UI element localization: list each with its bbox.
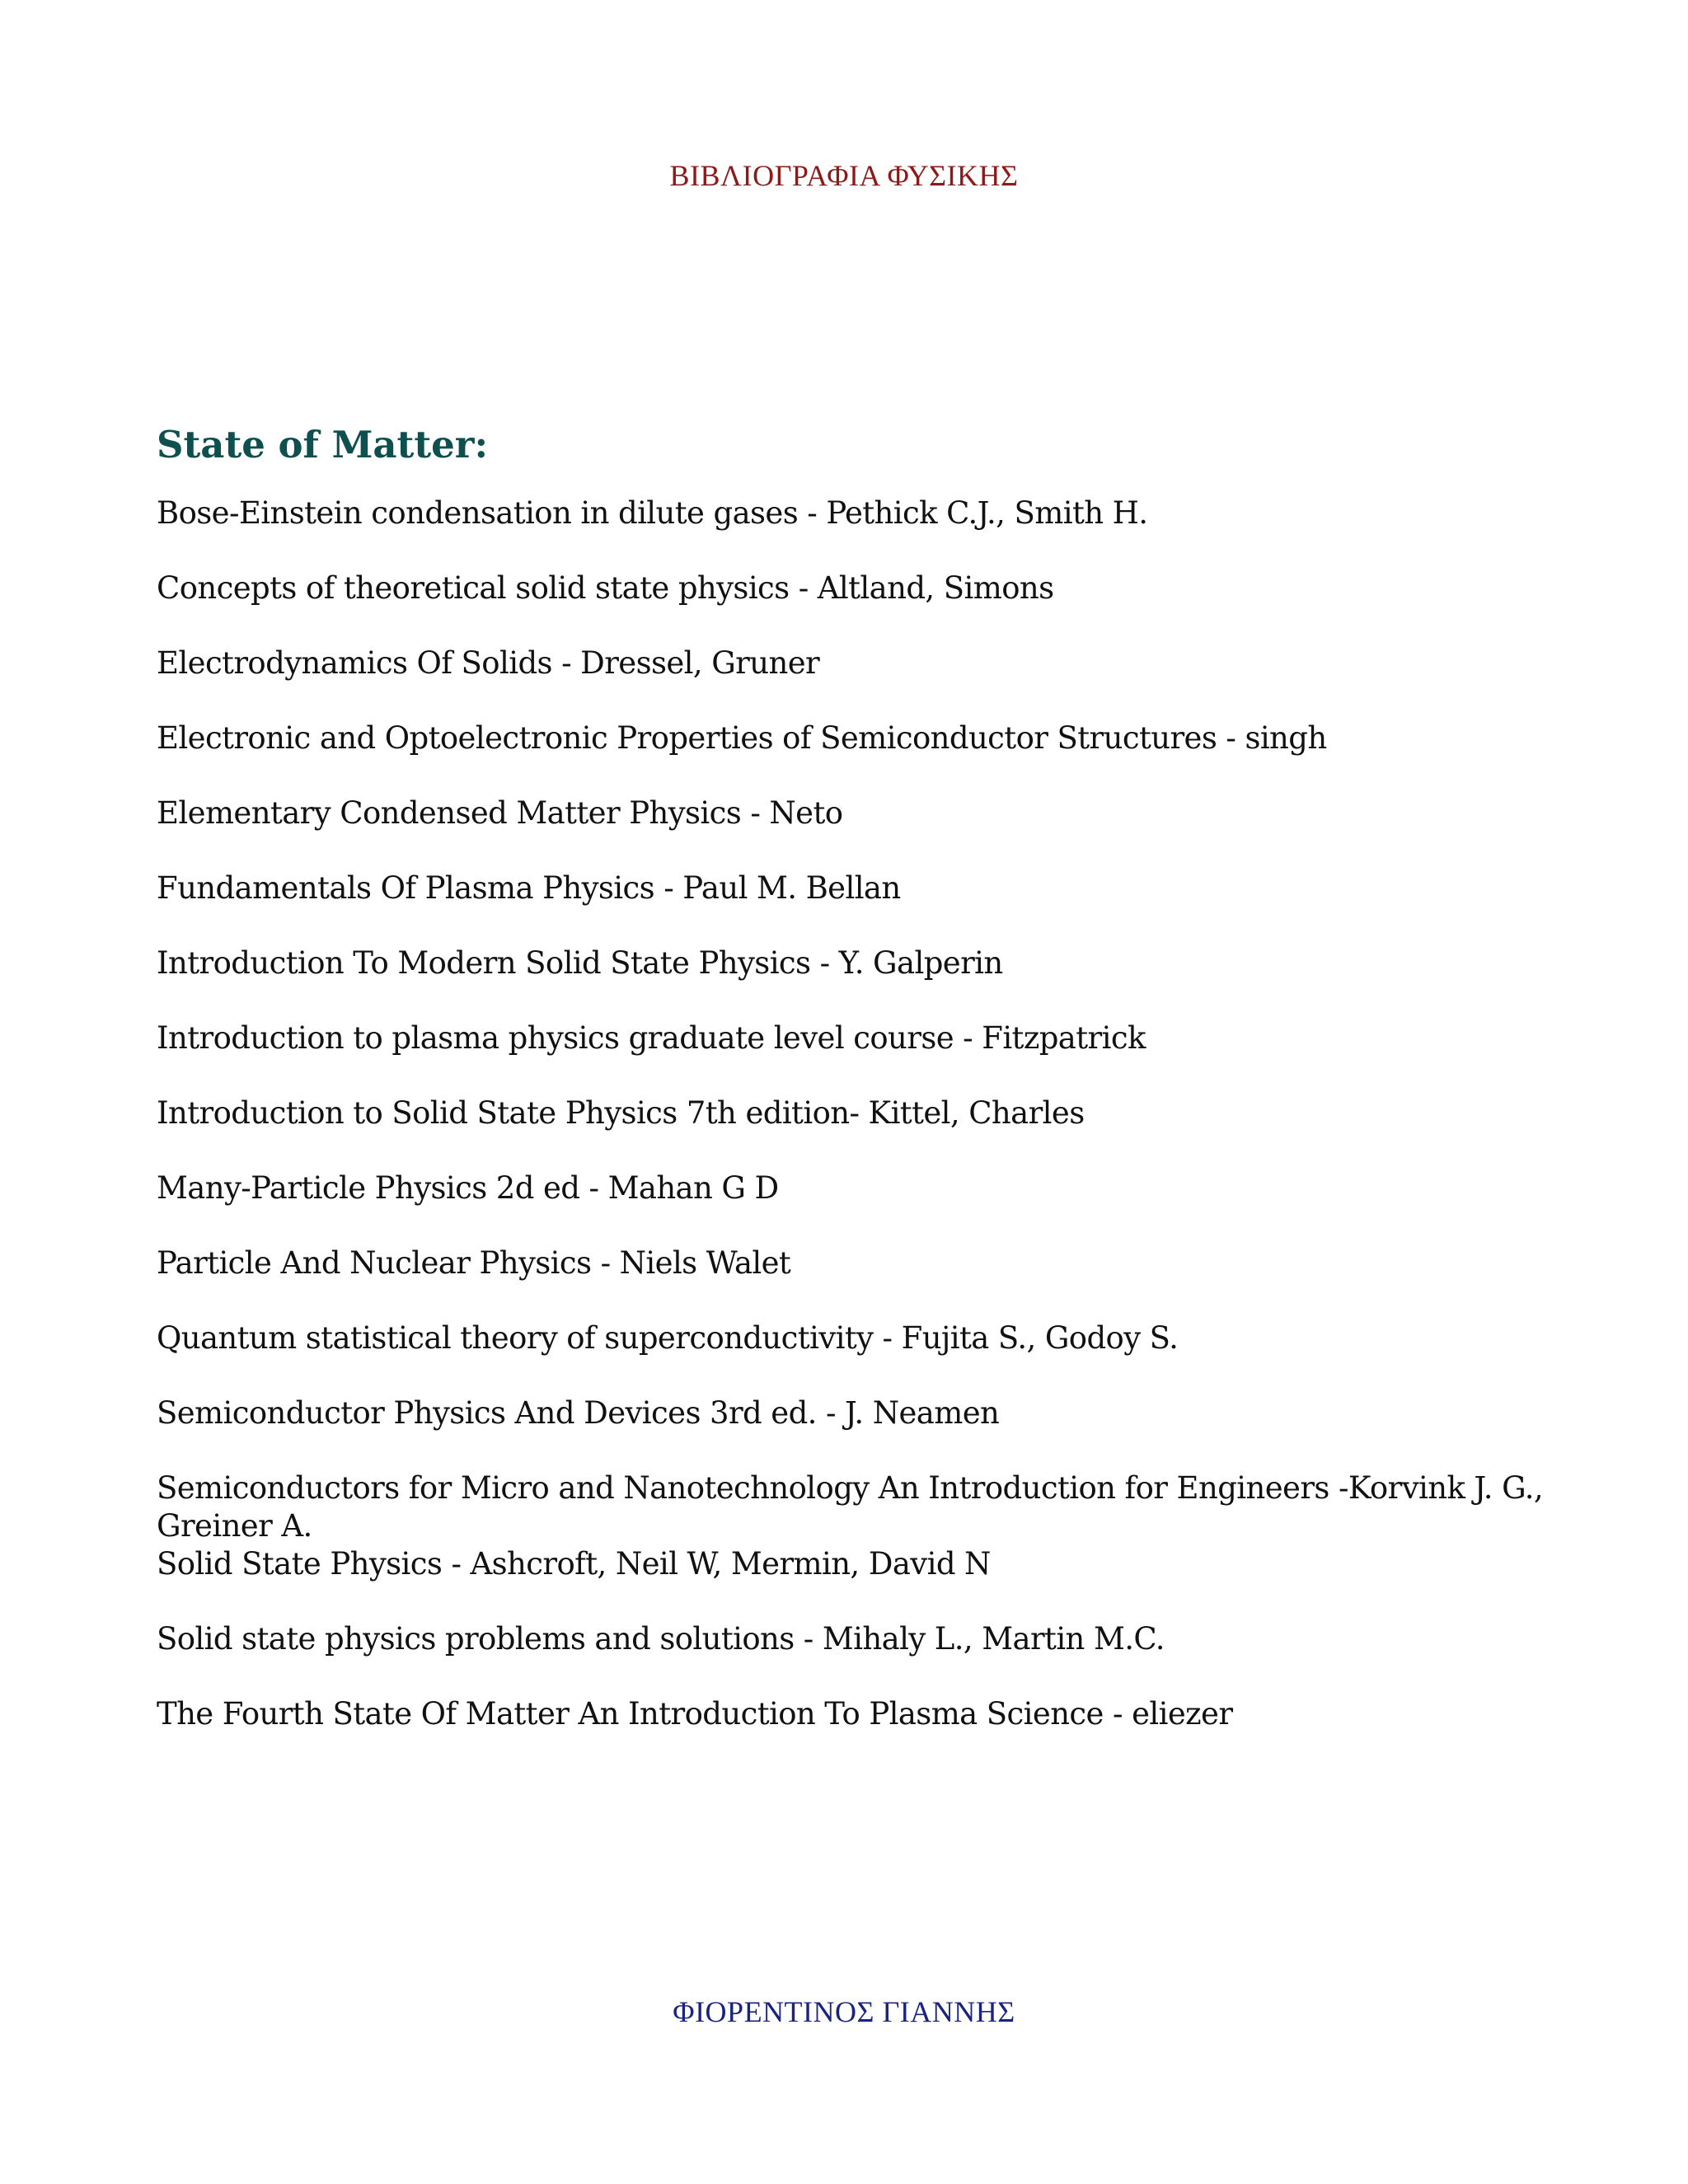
book-item: Electronic and Optoelectronic Properties of Semiconductor Structures - singh (157, 720, 1327, 756)
book-item: Introduction to plasma physics graduate level course - Fitzpatrick (157, 1020, 1146, 1056)
book-item: Bose-Einstein condensation in dilute gases - Pethick C.J., Smith H. (157, 495, 1148, 531)
book-item: Particle And Nuclear Physics - Niels Walet (157, 1245, 791, 1281)
book-item: Quantum statistical theory of superconductivity - Fujita S., Godoy S. (157, 1320, 1179, 1356)
book-item: Semiconductors for Micro and Nanotechnology An Introduction for Engineers -Korvink J. G., Greiner A. (157, 1470, 1544, 1544)
book-item: Semiconductor Physics And Devices 3rd ed. - J. Neamen (157, 1395, 1000, 1431)
book-item: Fundamentals Of Plasma Physics - Paul M. Bellan (157, 870, 901, 906)
page-footer-author: ΦΙΟΡΕΝΤΙΝΟΣ ΓΙΑΝΝΗΣ (673, 1995, 1015, 2028)
book-item: Solid State Physics - Ashcroft, Neil W, Mermin, David N (157, 1546, 991, 1582)
section-title: State of Matter: (157, 423, 489, 466)
book-item: Solid state physics problems and solutions - Mihaly L., Martin M.C. (157, 1621, 1165, 1657)
book-item: Electrodynamics Of Solids - Dressel, Gruner (157, 645, 820, 681)
book-item: Introduction To Modern Solid State Physics - Y. Galperin (157, 945, 1003, 981)
book-list (157, 494, 1550, 1770)
book-item: The Fourth State Of Matter An Introduction To Plasma Science - eliezer (157, 1696, 1233, 1732)
book-item: Many-Particle Physics 2d ed - Mahan G D (157, 1170, 779, 1206)
book-item: Elementary Condensed Matter Physics - Neto (157, 795, 843, 831)
book-item: Introduction to Solid State Physics 7th edition- Kittel, Charles (157, 1095, 1085, 1131)
book-item: Concepts of theoretical solid state physics - Altland, Simons (157, 570, 1054, 606)
page-header: ΒΙΒΛΙΟΓΡΑΦΙΑ ΦΥΣΙΚΗΣ (669, 159, 1019, 192)
